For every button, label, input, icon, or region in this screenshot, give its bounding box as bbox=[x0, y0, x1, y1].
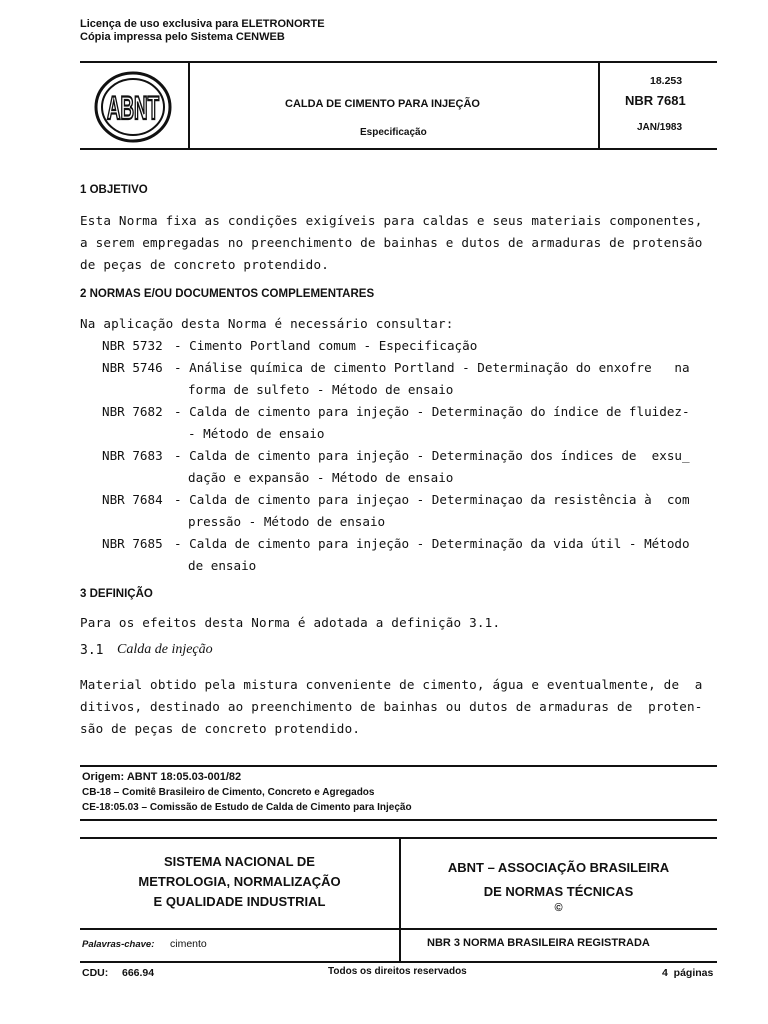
abnt-title bbox=[400, 856, 717, 904]
abnt-line: ABNT – ASSOCIAÇÃO BRASILEIRA bbox=[447, 860, 670, 875]
section-2-heading: 2 NORMAS E/OU DOCUMENTOS COMPLEMENTARES bbox=[80, 288, 375, 300]
section-3-1-line: ditivos, destinado ao preenchimento de bainhas ou dutos de armaduras de proten- bbox=[80, 699, 703, 714]
ref-description-cont: de ensaio bbox=[188, 558, 257, 573]
divider bbox=[80, 928, 717, 930]
ref-code: NBR 7682 bbox=[102, 404, 163, 419]
ref-description: - Cimento Portland comum - Especificação bbox=[174, 338, 478, 353]
ref-description-cont: - Método de ensaio bbox=[188, 426, 325, 441]
copyright-symbol: © bbox=[554, 902, 563, 914]
ref-code: NBR 7684 bbox=[102, 492, 163, 507]
ref-description: - Calda de cimento para injeção - Determinação dos índices de exsu_ bbox=[174, 448, 690, 463]
keywords-label: Palavras-chave: bbox=[82, 939, 155, 950]
section-3-1-line: Material obtido pela mistura conveniente de cimento, água e eventualmente, de a bbox=[80, 677, 703, 692]
divider bbox=[80, 819, 717, 821]
section-1-heading: 1 OBJETIVO bbox=[80, 184, 148, 196]
divider bbox=[80, 961, 717, 963]
norm-number: NBR 7681 bbox=[625, 93, 686, 108]
section-2-intro: Na aplicação desta Norma é necessário consultar: bbox=[80, 316, 454, 331]
sinmetro-title bbox=[80, 852, 399, 912]
abnt-logo-text: ABNT bbox=[107, 90, 160, 126]
doc-title: CALDA DE CIMENTO PARA INJEÇÃO bbox=[285, 98, 480, 110]
ref-description-cont: forma de sulfeto - Método de ensaio bbox=[188, 382, 454, 397]
doc-subtitle: Especificação bbox=[360, 127, 427, 138]
cdu-label: CDU: bbox=[82, 967, 109, 979]
ref-code: NBR 7683 bbox=[102, 448, 163, 463]
rights-text: Todos os direitos reservados bbox=[328, 966, 467, 977]
subsection-number: 3.1 bbox=[80, 643, 104, 658]
section-1-line: de peças de concreto protendido. bbox=[80, 257, 330, 272]
doc-code: 18.253 bbox=[650, 75, 683, 87]
ref-description: - Calda de cimento para injeçao - Determinaçao da resistência à com bbox=[174, 492, 690, 507]
ref-code: NBR 5732 bbox=[102, 338, 163, 353]
doc-date: JAN/1983 bbox=[637, 122, 683, 133]
license-line-2: Cópia impressa pelo Sistema CENWEB bbox=[80, 31, 285, 43]
keywords-value: cimento bbox=[170, 938, 207, 950]
cdu-value: 666.94 bbox=[122, 967, 155, 979]
header-box bbox=[80, 61, 717, 150]
ref-description: - Calda de cimento para injeção - Determinação da vida útil - Método bbox=[174, 536, 690, 551]
sinmetro-line: SISTEMA NACIONAL DE bbox=[164, 854, 315, 869]
origin-line: CE-18:05.03 – Comissão de Estudo de Calda de Cimento para Injeção bbox=[82, 802, 412, 813]
sinmetro-line: E QUALIDADE INDUSTRIAL bbox=[153, 894, 326, 909]
section-3-heading: 3 DEFINIÇÃO bbox=[80, 588, 153, 600]
registered-norm: NBR 3 NORMA BRASILEIRA REGISTRADA bbox=[427, 937, 650, 949]
section-1-line: Esta Norma fixa as condições exigíveis para caldas e seus materiais componentes, bbox=[80, 213, 703, 228]
page-count: 4 páginas bbox=[662, 967, 714, 979]
section-1-line: a serem empregadas no preenchimento de bainhas e dutos de armaduras de protensão bbox=[80, 235, 703, 250]
abnt-line: DE NORMAS TÉCNICAS bbox=[483, 884, 634, 899]
origin-line: Origem: ABNT 18:05.03-001/82 bbox=[82, 771, 242, 783]
divider bbox=[80, 765, 717, 767]
ref-code: NBR 5746 bbox=[102, 360, 163, 375]
origin-line: CB-18 – Comitê Brasileiro de Cimento, Concreto e Agregados bbox=[82, 787, 375, 798]
license-line-1: Licença de uso exclusiva para ELETRONORTE bbox=[80, 18, 325, 30]
ref-description-cont: pressão - Método de ensaio bbox=[188, 514, 386, 529]
ref-description: - Calda de cimento para injeção - Determinação do índice de fluidez- bbox=[174, 404, 690, 419]
abnt-logo bbox=[88, 69, 178, 145]
sinmetro-line: METROLOGIA, NORMALIZAÇÃO bbox=[138, 874, 341, 889]
section-3-1-line: são de peças de concreto protendido. bbox=[80, 721, 361, 736]
ref-description-cont: dação e expansão - Método de ensaio bbox=[188, 470, 454, 485]
ref-description: - Análise química de cimento Portland - Determinação do enxofre na bbox=[174, 360, 690, 375]
subsection-title: Calda de injeção bbox=[117, 642, 213, 657]
section-3-intro: Para os efeitos desta Norma é adotada a definição 3.1. bbox=[80, 615, 501, 630]
ref-code: NBR 7685 bbox=[102, 536, 163, 551]
